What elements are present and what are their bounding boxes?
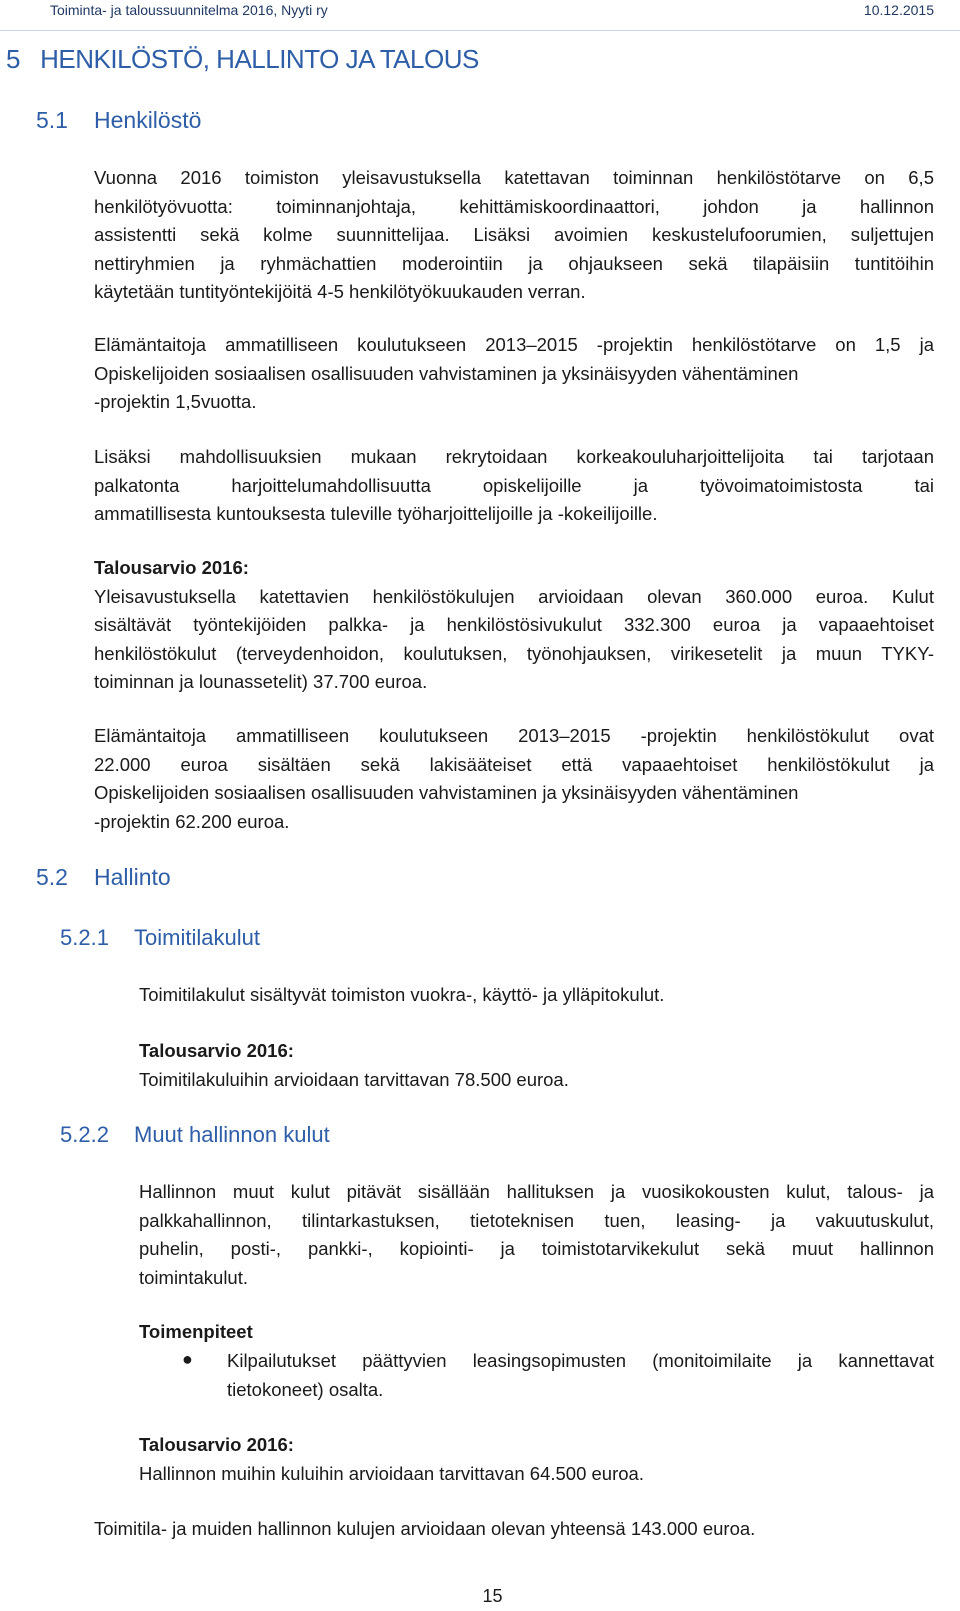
paragraph-admin-budget (139, 1431, 934, 1488)
text-line: -projektin 1,5vuotta. (94, 391, 257, 412)
text-line: puhelin, posti-, pankki-, kopiointi- ja toimistotarvikekulut sekä muut hallinnon (139, 1238, 934, 1259)
paragraph-staffing (94, 164, 934, 307)
section-5-2-heading (36, 864, 171, 891)
text-line: käytetään tuntityöntekijöitä 4-5 henkilötyökuukauden verran. (94, 281, 586, 302)
paragraph-project-staffing (94, 331, 934, 417)
text-line: palkatonta harjoittelumahdollisuutta opiskelijoille ja työvoimatoimistosta tai (94, 474, 934, 496)
section-number: 5.2.2 (60, 1122, 109, 1147)
text-line: Opiskelijoiden sosiaalisen osallisuuden vahvistaminen ja yksinäisyyden vähentäminen (94, 782, 799, 803)
text-line: Hallinnon muut kulut pitävät sisällään hallituksen ja vuosikokousten kulut, talous- ja (139, 1181, 934, 1202)
section-title: Henkilöstö (94, 107, 202, 133)
budget-label: Talousarvio 2016: (94, 557, 249, 578)
measures-label: Toimenpiteet (139, 1321, 253, 1342)
measures-heading (139, 1318, 934, 1347)
section-title: Toimitilakulut (134, 925, 260, 950)
text-line: Opiskelijoiden sosiaalisen osallisuuden vahvistaminen ja yksinäisyyden vähentäminen (94, 362, 799, 384)
bullet-icon: ● (182, 1349, 193, 1369)
text-line: assistentti sekä kolme suunnittelijaa. Lisäksi avoimien keskustelufoorumien, suljettujen (94, 224, 934, 245)
page-number: 15 (482, 1586, 503, 1606)
section-5-2-1-heading (60, 925, 260, 951)
text-line: -projektin 62.200 euroa. (94, 810, 290, 832)
budget-label: Talousarvio 2016: (139, 1434, 294, 1455)
text-line: tietokoneet) osalta. (227, 1378, 384, 1400)
text-line: Toimitila- ja muiden hallinnon kulujen arvioidaan olevan yhteensä 143.000 euroa. (94, 1518, 756, 1539)
text-line: Elämäntaitoja ammatilliseen koulutukseen 2013–2015 -projektin henkilöstökulut ovat (94, 725, 934, 746)
text-line: toimintakulut. (139, 1266, 248, 1288)
budget-label: Talousarvio 2016: (139, 1040, 294, 1061)
section-title: Hallinto (94, 864, 171, 890)
text-line: nettiryhmien ja ryhmächattien moderointiin ja ohjaukseen sekä tilapäisiin tuntitöihin (94, 252, 934, 274)
text-line: Hallinnon muihin kuluihin arvioidaan tarvittavan 64.500 euroa. (139, 1462, 644, 1484)
text-line: toiminnan ja lounassetelit) 37.700 euroa. (94, 671, 428, 692)
paragraph-total (94, 1515, 934, 1544)
paragraph-staff-budget (94, 554, 934, 697)
section-number: 5.1 (36, 107, 68, 133)
section-number: 5.2 (36, 864, 68, 890)
section-number: 5.2.1 (60, 925, 109, 950)
text-line: Lisäksi mahdollisuuksien mukaan rekrytoidaan korkeakouluharjoittelijoita tai tarjotaan (94, 446, 934, 467)
document-title: Toiminta- ja taloussuunnitelma 2016, Nyyti ry (50, 2, 328, 18)
text-line: 22.000 euroa sisältäen sekä lakisääteiset että vapaaehtoiset henkilöstökulut ja (94, 753, 934, 775)
paragraph-premises (139, 981, 934, 1010)
text-line: Yleisavustuksella katettavien henkilöstökulujen arvioidaan olevan 360.000 euroa. Kulut (94, 585, 934, 607)
document-date: 10.12.2015 (863, 2, 934, 18)
text-line: henkilöstökulut (terveydenhoidon, koulutuksen, työnohjauksen, virikesetelit ja muun TYKY- (94, 642, 934, 664)
section-5-1-heading (36, 107, 201, 134)
paragraph-admin-costs (139, 1178, 934, 1292)
text-line: Vuonna 2016 toimiston yleisavustuksella katettavan toiminnan henkilöstötarve on 6,5 (94, 167, 934, 188)
text-line: henkilötyövuotta: toiminnanjohtaja, kehittämiskoordinaattori, johdon ja hallinnon (94, 195, 934, 217)
section-5-heading: 5 HENKILÖSTÖ, HALLINTO JA TALOUS (6, 44, 479, 74)
text-line: sisältävät työntekijöiden palkka- ja henkilöstösivukulut 332.300 euroa ja vapaaehtoiset (94, 614, 934, 635)
text-line: Elämäntaitoja ammatilliseen koulutukseen 2013–2015 -projektin henkilöstötarve on 1,5 ja (94, 334, 934, 355)
text-line: Toimitilakuluihin arvioidaan tarvittavan 78.500 euroa. (139, 1068, 569, 1090)
paragraph-interns (94, 443, 934, 529)
page-header (0, 0, 960, 31)
bullet-item (227, 1347, 934, 1404)
section-5-2-2-heading (60, 1122, 330, 1148)
text-line: ammatillisesta kuntouksesta tuleville työharjoittelijoille ja -kokeilijoille. (94, 503, 658, 524)
paragraph-project-costs (94, 722, 934, 836)
section-title: Muut hallinnon kulut (134, 1122, 330, 1147)
text-line: palkkahallinnon, tilintarkastuksen, tietoteknisen tuen, leasing- ja vakuutuskulut, (139, 1209, 934, 1231)
paragraph-premises-budget (139, 1037, 934, 1094)
text-line: Toimitilakulut sisältyvät toimiston vuokra-, käyttö- ja ylläpitokulut. (139, 984, 665, 1005)
text-line: Kilpailutukset päättyvien leasingsopimusten (monitoimilaite ja kannettavat (227, 1350, 934, 1371)
